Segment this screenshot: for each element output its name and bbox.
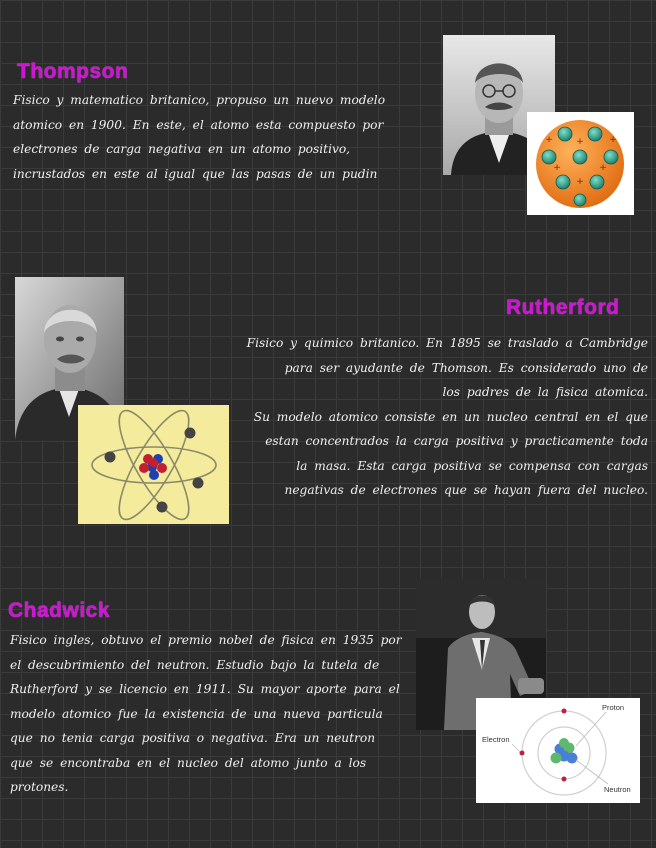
- rutherford-atom-diagram: [78, 405, 229, 524]
- chadwick-description: Fisico ingles, obtuvo el premio nobel de fisica en 1935 por el descubrimiento del neutron. Estudio bajo la tutela de Rutherford y se licencio en 1911. Su mayor aporte para el modelo atomico fue la existencia de una nueva particula que no tenia carga positiva o negativa. Era un neutron que se encontraba en el nucleo del atomo junto a los protones.: [10, 633, 402, 794]
- rutherford-title: Rutherford: [506, 296, 620, 319]
- svg-text:+: +: [553, 163, 561, 173]
- svg-text:+: +: [599, 163, 607, 173]
- rutherford-description: [220, 331, 648, 503]
- chadwick-atom-diagram: [476, 698, 640, 803]
- rutherford-line-6: la masa. Esta carga positiva se compensa con cargas: [296, 458, 648, 473]
- neutron-label: Neutron: [604, 785, 631, 794]
- chadwick-title: Chadwick: [8, 599, 111, 622]
- rutherford-line-3: los padres de la fisica atomica.: [442, 385, 648, 399]
- svg-text:+: +: [609, 135, 617, 145]
- rutherford-line-5: estan concentrados la carga positiva y practicamente toda: [265, 434, 648, 448]
- electron-label: Electron: [482, 735, 510, 744]
- rutherford-line-2: para ser ayudante de Thomson. Es considerado uno de: [284, 360, 648, 375]
- thompson-title: Thompson: [17, 60, 129, 83]
- rutherford-line-1: Fisico y quimico britanico. En 1895 se traslado a Cambridge: [246, 336, 648, 350]
- thompson-description: Fisico y matematico britanico, propuso un nuevo modelo atomico en 1900. En este, el atomo esta compuesto por electrones de carga negativa en un atomo positivo, incrustados en este al igual que las pasas de un pudin: [13, 93, 386, 181]
- svg-text:+: +: [576, 177, 584, 187]
- rutherford-line-4: Su modelo atomico consiste en un nucleo central en el que: [253, 409, 648, 424]
- svg-text:+: +: [545, 135, 553, 145]
- rutherford-line-7: negativas de electrones que se hayan fuera del nucleo.: [284, 483, 648, 497]
- svg-text:+: +: [576, 137, 584, 147]
- thompson-plum-pudding-diagram: [527, 112, 634, 215]
- proton-label: Proton: [602, 703, 625, 712]
